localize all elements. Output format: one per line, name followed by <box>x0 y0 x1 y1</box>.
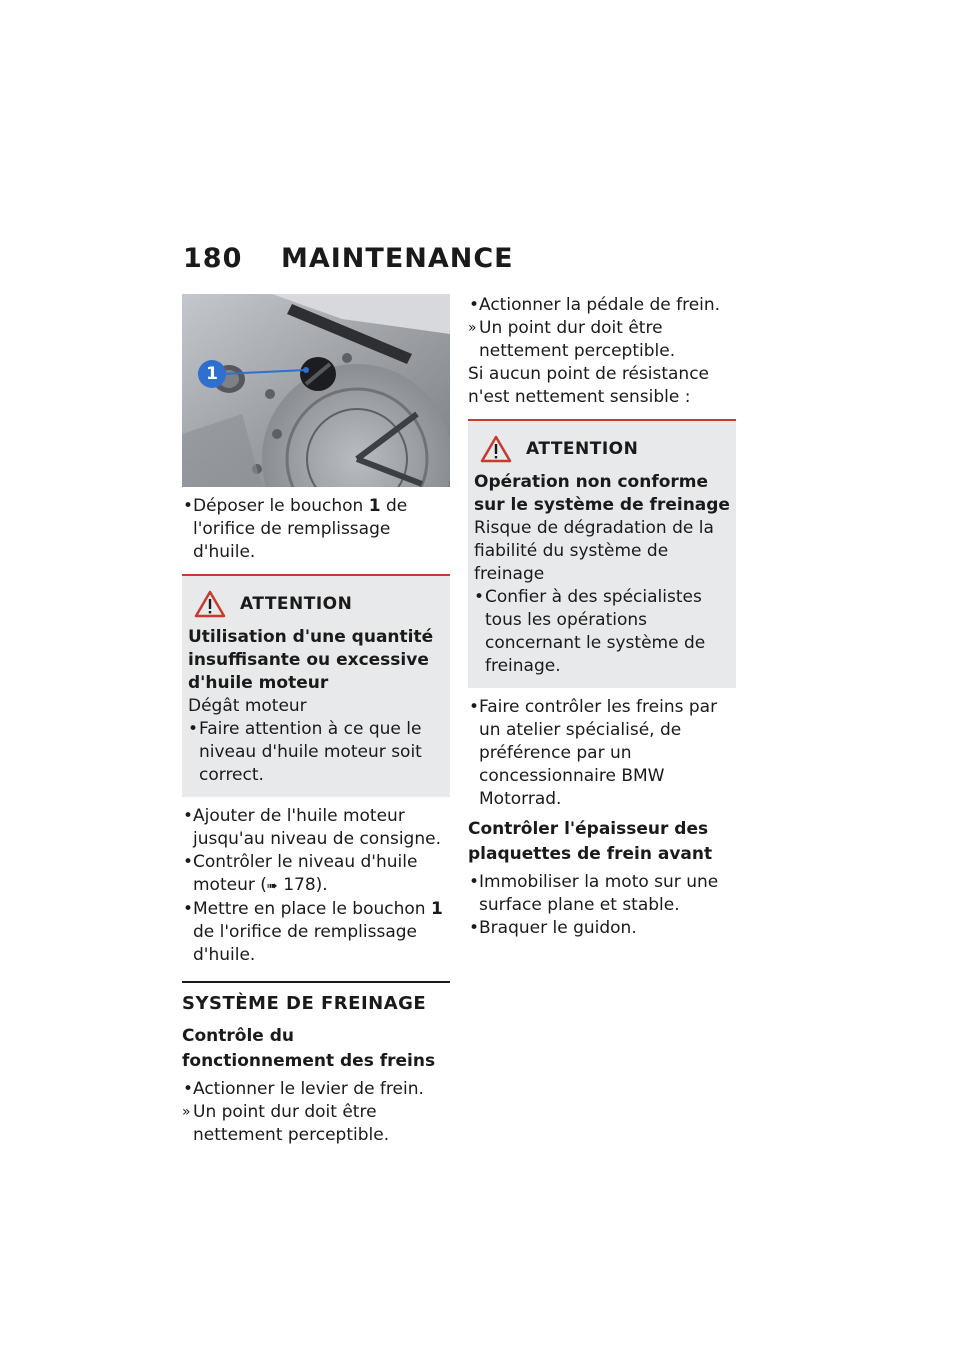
step-check-level: • Contrôler le niveau d'huile moteur (➠ 178). <box>183 852 418 895</box>
step-turn-handlebar: • Braquer le guidon. <box>469 918 637 938</box>
page-ref-arrow-icon[interactable]: ➠ <box>266 879 278 894</box>
right-column <box>468 294 736 940</box>
section-title: SYSTÈME DE FREINAGE <box>182 993 427 1014</box>
result-icon: » <box>468 320 477 336</box>
step-refit-cap: • Mettre en place le bouchon 1 de l'orifice de remplissage d'huile. <box>183 899 443 965</box>
ref-1: 1 <box>368 496 381 516</box>
result-pressure-point: » Un point dur doit être nettement perceptible. <box>182 1102 390 1145</box>
step-apply-lever: • Actionner le levier de frein. <box>183 1079 424 1099</box>
result-pressure-point: » Un point dur doit être nettement perceptible. <box>468 318 676 361</box>
warning-triangle-icon <box>480 435 512 463</box>
warning-heading: Utilisation d'une quantité insuffisante ou excessive d'huile moteur <box>188 627 434 693</box>
warning-triangle-icon <box>194 590 226 618</box>
warning-header <box>474 435 730 463</box>
engine-illustration <box>182 294 450 487</box>
page-number: 180 <box>183 243 243 274</box>
warning-consequence: Dégât moteur <box>188 696 307 716</box>
page-ref-link[interactable]: 178). <box>277 875 328 895</box>
callout-1: 1 <box>206 364 218 384</box>
warning-box-oil <box>182 574 450 797</box>
step-add-oil: • Ajouter de l'huile moteur jusqu'au niveau de consigne. <box>183 806 441 849</box>
step-workshop-check: • Faire contrôler les freins par un atelier spécialisé, de préférence par un concessionnaire BMW Motorrad. <box>469 697 718 809</box>
warning-title: ATTENTION <box>526 439 639 459</box>
warning-heading: Opération non conforme sur le système de freinage <box>474 472 730 515</box>
warning-header <box>188 590 444 618</box>
bullet-icon: • <box>183 496 194 516</box>
chapter-title: MAINTENANCE <box>281 243 514 274</box>
page-header <box>183 243 514 274</box>
warning-consequence: Risque de dégradation de la fiabilité du système de freinage <box>474 518 714 584</box>
warning-box-brakes <box>468 419 736 688</box>
step-park-bike: • Immobiliser la moto sur une surface plane et stable. <box>469 872 719 915</box>
warning-action: • Faire attention à ce que le niveau d'huile moteur soit correct. <box>188 719 422 785</box>
condition-text: Si aucun point de résistance n'est nettement sensible : <box>468 364 709 407</box>
subheading-brake-pads: Contrôler l'épaisseur des plaquettes de frein avant <box>468 819 713 864</box>
warning-title: ATTENTION <box>240 594 353 614</box>
section-divider <box>182 981 450 983</box>
subheading-brake-function: Contrôle du fonctionnement des freins <box>182 1026 436 1071</box>
step-apply-pedal: • Actionner la pédale de frein. <box>469 295 721 315</box>
ref-1: 1 <box>430 899 443 919</box>
warning-action: • Confier à des spécialistes tous les opérations concernant le système de freinage. <box>474 587 706 676</box>
left-column <box>182 294 450 1147</box>
oil-filler-photo <box>182 294 450 487</box>
result-icon: » <box>182 1104 191 1120</box>
step-remove-cap: • Déposer le bouchon 1 de l'orifice de remplissage d'huile. <box>183 496 408 562</box>
